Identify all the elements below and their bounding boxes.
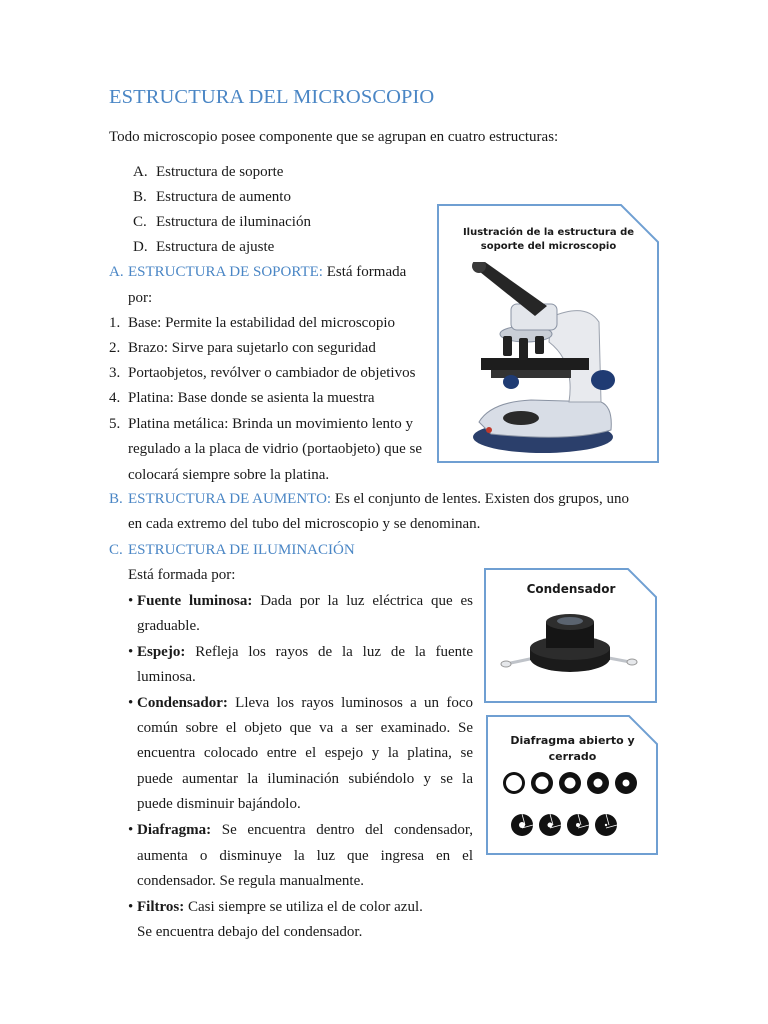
section-a-text-cont: por: [128, 290, 153, 306]
bullet-continuation: luminosa. [137, 669, 196, 685]
bullet-dot: • [128, 899, 134, 915]
diaphragm-caption: Diafragma abierto y cerrado [510, 734, 635, 763]
bullet-term: Condensador: [137, 695, 228, 711]
section-b-letter: B. [109, 491, 123, 507]
bullet-dot: • [128, 695, 134, 711]
bullet-continuation: encuentra colocado entre el espejo y la platina, se [137, 745, 473, 761]
support-item-platina-metalica-cont: colocará siempre sobre la platina. [128, 467, 330, 483]
microscope-figure [437, 204, 660, 464]
support-item-platina: Platina: Base donde se asienta la muestra [128, 390, 375, 406]
structure-letter-d: D. [133, 239, 148, 255]
bullet-dot: • [128, 822, 134, 838]
support-item-portaobjetos: Portaobjetos, revólver o cambiador de objetivos [128, 365, 416, 381]
diaphragm-illustration [494, 767, 654, 853]
section-c-closing: Se encuentra debajo del condensador. [137, 924, 363, 940]
support-item-platina-metalica: Platina metálica: Brinda un movimiento lento y [128, 416, 413, 432]
microscope-caption: Ilustración de la estructura de soporte del microscopio [462, 227, 635, 252]
section-c-heading: ESTRUCTURA DE ILUMINACIÓN [128, 542, 355, 558]
structure-item-c: Estructura de iluminación [156, 214, 311, 230]
section-c-letter: C. [109, 542, 123, 558]
structure-item-a: Estructura de soporte [156, 164, 284, 180]
support-item-brazo: Brazo: Sirve para sujetarlo con seguridad [128, 340, 376, 356]
section-a-heading: ESTRUCTURA DE SOPORTE: [128, 264, 323, 280]
section-a-text: Está formada [326, 264, 407, 280]
bullet-condensador: • Condensador: Lleva los rayos luminosos a un foco [128, 695, 473, 711]
bullet-fuente-luminosa: • Fuente luminosa: Dada por la luz eléctrica que es [128, 593, 473, 609]
diaphragm-figure [486, 715, 659, 856]
intro-text: Todo microscopio posee componente que se agrupan en cuatro estructuras: [109, 129, 559, 145]
support-item-num: 5. [109, 416, 121, 432]
support-item-num: 4. [109, 390, 121, 406]
bullet-dot: • [128, 593, 134, 609]
section-a-letter: A. [109, 264, 124, 280]
bullet-term: Fuente luminosa: [137, 593, 253, 609]
bullet-continuation: aumenta o disminuye la luz que ingresa en el [137, 848, 473, 864]
bullet-continuation: puede disminuir bajándolo. [137, 796, 301, 812]
structure-item-b: Estructura de aumento [156, 189, 291, 205]
bullet-continuation: puede aumentar la iluminación subiéndolo y se la [137, 771, 473, 787]
condenser-illustration [498, 608, 644, 694]
bullet-continuation: condensador. Se regula manualmente. [137, 873, 365, 889]
bullet-espejo: • Espejo: Refleja los rayos de la luz de la fuente [128, 644, 473, 660]
section-b-heading: ESTRUCTURA DE AUMENTO: [128, 491, 332, 507]
bullet-term: Espejo: [137, 644, 186, 660]
support-item-base: Base: Permite la estabilidad del microscopio [128, 315, 396, 331]
bullet-dot: • [128, 644, 134, 660]
structure-letter-a: A. [133, 164, 148, 180]
structure-item-d: Estructura de ajuste [156, 239, 275, 255]
bullet-filtros: • Filtros: Casi siempre se utiliza el de color azul. [128, 899, 423, 915]
condenser-figure [484, 568, 658, 704]
bullet-continuation: común sobre el objeto que va a ser examinado. Se [137, 720, 473, 736]
page-title: ESTRUCTURA DEL MICROSCOPIO [109, 86, 435, 108]
support-item-num: 3. [109, 365, 121, 381]
support-item-num: 1. [109, 315, 121, 331]
section-b-text-cont: en cada extremo del tubo del microscopio y se denominan. [128, 516, 481, 532]
bullet-diafragma: • Diafragma: Se encuentra dentro del condensador, [128, 822, 473, 838]
condenser-caption: Condensador [526, 582, 616, 596]
support-item-platina-metalica-cont: regulado a la placa de vidrio (portaobjeto) que se [128, 441, 423, 457]
section-c-intro: Está formada por: [128, 567, 236, 583]
bullet-term: Diafragma: [137, 822, 212, 838]
bullet-continuation: graduable. [137, 618, 200, 634]
microscope-illustration [451, 262, 651, 458]
structure-letter-b: B. [133, 189, 147, 205]
section-b-text: Es el conjunto de lentes. Existen dos grupos, uno [334, 491, 629, 507]
support-item-num: 2. [109, 340, 121, 356]
structure-letter-c: C. [133, 214, 147, 230]
bullet-term: Filtros: [137, 899, 185, 915]
